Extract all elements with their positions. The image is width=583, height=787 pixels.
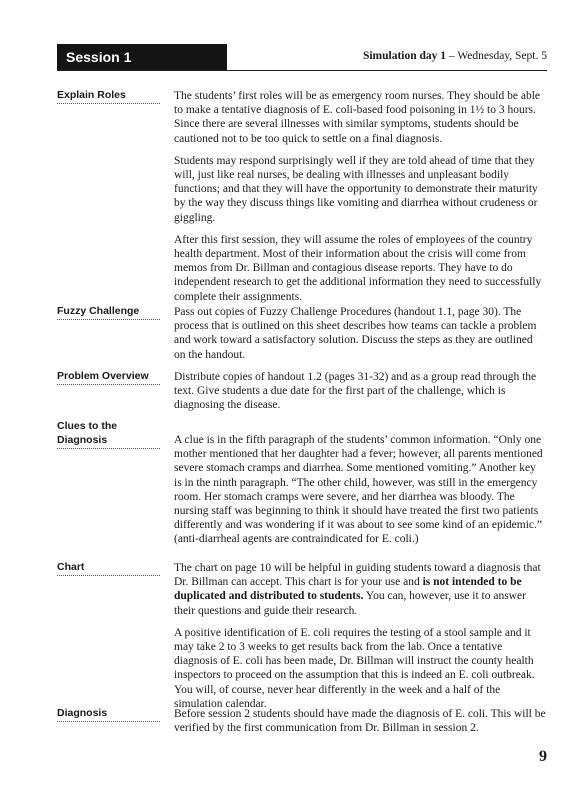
clues-label-line-1: Clues to the	[57, 420, 118, 432]
explain-roles-paragraph-2: Students may respond surprisingly well if they are told ahead of time that they will, just like real nurses, be dealing with illnesses and unpleasant bodily functions; and that they will have the opportunity to demonstrate their maturity by the way they discuss things like vomiting and diarrhea without crudeness or giggling.	[174, 154, 538, 224]
fuzzy-challenge-body	[174, 305, 546, 370]
diagnosis-body	[174, 707, 546, 743]
clues-paragraph: A clue is in the fifth paragraph of the students’ common information. “Only one mother mentioned that her daughter had a fever; however, all parents mentioned severe stomach cramps and diarrhea. Some mentioned vomiting.” Another key is in the ninth paragraph. “The other child, however, was still in the emergency room. Her stomach cramps were severe, and her diarrhea was bloody. The nursing staff was beginning to think it should have treated the first two patients differently and was wondering if it was about to see some kind of an epidemic.” (anti-diarrheal agents are contraindicated for E. coli.)	[174, 434, 543, 546]
explain-roles-paragraph-3: After this first session, they will assume the roles of employees of the country health department. Most of their information about the crisis will come from memos from Dr. Billman and contagious disease reports. They have to do independent research to get the additional information they need to successfully complete their assignments.	[174, 233, 542, 303]
problem-overview-label: Problem Overview	[57, 369, 160, 385]
chart-paragraph-1	[174, 561, 546, 618]
chart-body	[174, 561, 546, 719]
fuzzy-challenge-paragraph: Pass out copies of Fuzzy Challenge Procedures (handout 1.1, page 30). The process that is outlined on this sheet describes how teams can tackle a problem and work toward a satisfactory solution. Discuss the steps as they are outlined on the handout.	[174, 306, 537, 361]
clues-label-line-2: Diagnosis	[57, 433, 160, 449]
chart-label: Chart	[57, 560, 160, 576]
chart-paragraph-1-end: You can, however, use it to answer their questions and guide their research.	[174, 590, 526, 617]
session-title: Session 1	[57, 44, 227, 70]
chart-paragraph-2: A positive identification of E. coli requires the testing of a stool sample and it may take 2 to 3 weeks to get results back from the lab. Once a tentative diagnosis of E. coli has been made, Dr. Billman will instruct the county health inspectors to proceed on the assumption that this is indeed an E. coli outbreak. You will, of course, never hear differently in the week and a half of the simulation calendar.	[174, 626, 535, 710]
problem-overview-paragraph: Distribute copies of handout 1.2 (pages 31-32) and as a group read through the text. Give students a due date for the first part of the challenge, which is diagnosing the disease.	[174, 371, 537, 412]
problem-overview-body	[174, 370, 546, 421]
simulation-day-label: Simulation day 1	[362, 50, 447, 62]
clues-body	[174, 433, 546, 555]
header-rule	[57, 70, 547, 71]
simulation-day	[363, 50, 547, 62]
explain-roles-label: Explain Roles	[57, 88, 160, 104]
simulation-day-date: – Wednesday, Sept. 5	[446, 50, 547, 62]
diagnosis-paragraph: Before session 2 students should have made the diagnosis of E. coli. This will be verified by the first communication from Dr. Billman in session 2.	[174, 708, 546, 735]
explain-roles-body	[174, 89, 546, 312]
diagnosis-label: Diagnosis	[57, 706, 160, 722]
fuzzy-challenge-label: Fuzzy Challenge	[57, 304, 160, 320]
chart-paragraph-1-start: The chart on page 10 will be helpful in guiding students toward a diagnosis that Dr. Billman can accept. This chart is for your use and	[174, 562, 541, 589]
explain-roles-paragraph-1: The students’ first roles will be as emergency room nurses. They should be able to make a tentative diagnosis of E. coli-based food poisoning in 1½ to 3 hours. Since there are several illnesses with similar symptoms, students should be cautioned not to be too quick to settle on a final diagnosis.	[174, 90, 540, 145]
chart-paragraph-1-bold: is not intended to be duplicated and distributed to students.	[174, 576, 522, 603]
page-number: 9	[539, 748, 547, 765]
